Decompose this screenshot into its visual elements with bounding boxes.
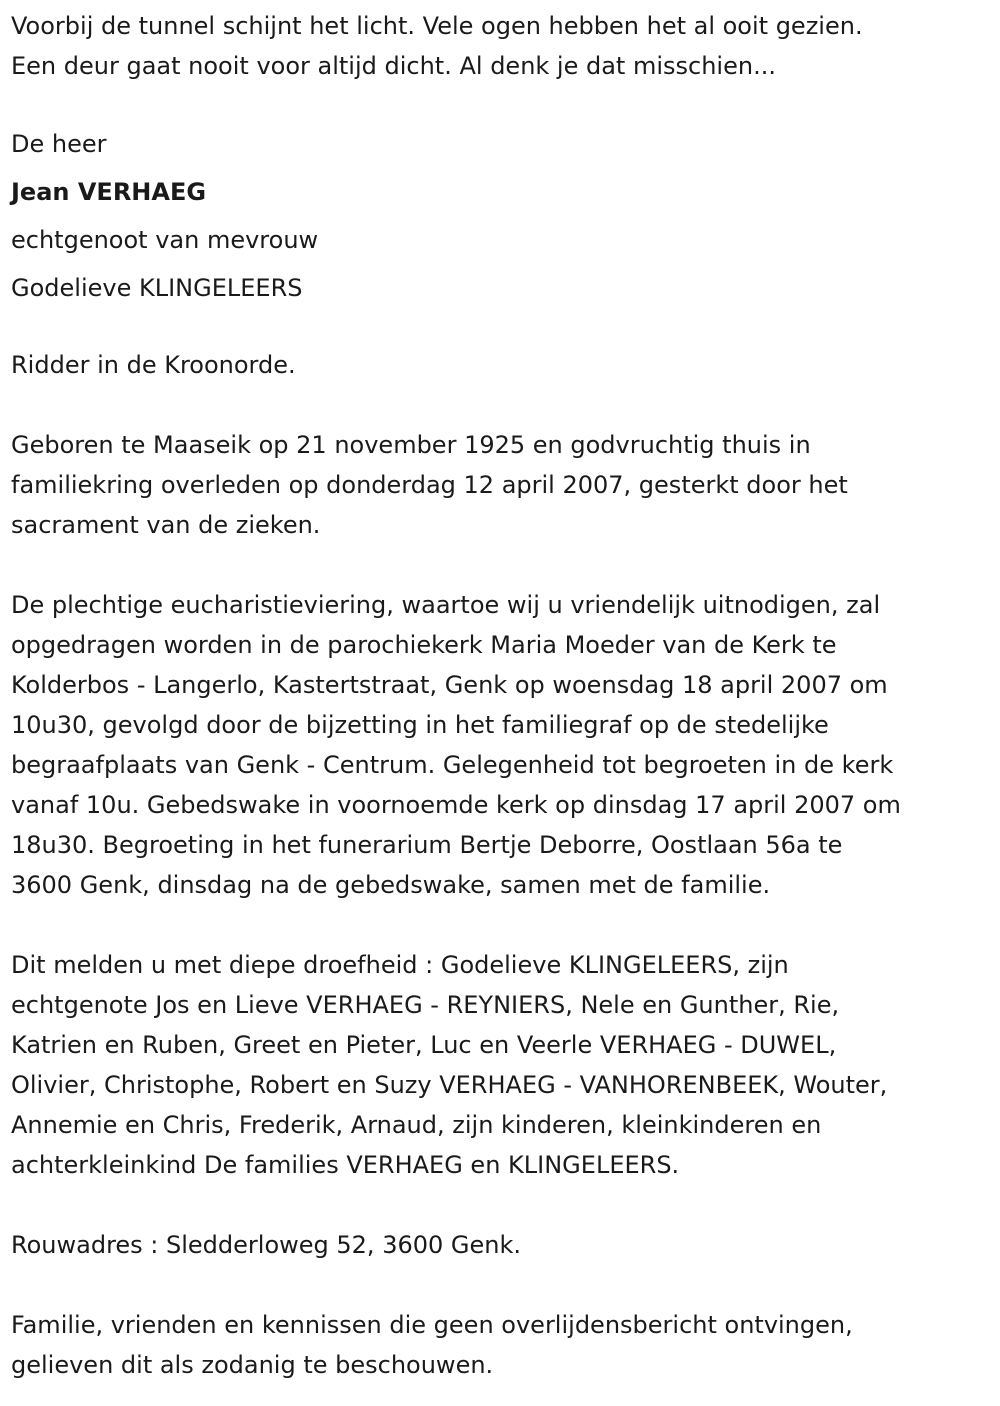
mourning-address: Rouwadres : Sledderloweg 52, 3600 Genk. — [11, 1231, 521, 1259]
spouse-name: Godelieve KLINGELEERS — [11, 274, 303, 302]
relation-text: echtgenoot van mevrouw — [11, 226, 319, 254]
poem-line: Voorbij de tunnel schijnt het licht. Vele ogen hebben het al ooit gezien. — [11, 12, 863, 40]
announcement-paragraph — [11, 945, 990, 1185]
paragraph-line: Annemie en Chris, Frederik, Arnaud, zijn kinderen, kleinkinderen en — [11, 1111, 822, 1139]
paragraph-line: 18u30. Begroeting in het funerarium Bertje Deborre, Oostlaan 56a te — [11, 831, 843, 859]
poem-line: Een deur gaat nooit voor altijd dicht. Al denk je dat misschien... — [11, 52, 776, 80]
paragraph-line: familiekring overleden op donderdag 12 april 2007, gesterkt door het — [11, 471, 848, 499]
paragraph-line: sacrament van de zieken. — [11, 511, 321, 539]
poem-block — [11, 6, 990, 86]
paragraph-line: begraafplaats van Genk - Centrum. Gelegenheid tot begroeten in de kerk — [11, 751, 894, 779]
paragraph-line: Olivier, Christophe, Robert en Suzy VERHAEG - VANHORENBEEK, Wouter, — [11, 1071, 888, 1099]
ceremony-paragraph — [11, 585, 990, 905]
deceased-name: Jean VERHAEG — [11, 178, 207, 206]
salutation: De heer — [11, 130, 107, 158]
closing-paragraph — [11, 1305, 990, 1385]
birth-death-paragraph — [11, 425, 990, 545]
paragraph-line: Dit melden u met diepe droefheid : Godelieve KLINGELEERS, zijn — [11, 951, 789, 979]
paragraph-line: Geboren te Maaseik op 21 november 1925 en godvruchtig thuis in — [11, 431, 811, 459]
paragraph-line: opgedragen worden in de parochiekerk Maria Moeder van de Kerk te — [11, 631, 837, 659]
paragraph-line: Katrien en Ruben, Greet en Pieter, Luc en Veerle VERHAEG - DUWEL, — [11, 1031, 837, 1059]
paragraph-line: gelieven dit als zodanig te beschouwen. — [11, 1351, 494, 1379]
paragraph-line: Familie, vrienden en kennissen die geen overlijdensbericht ontvingen, — [11, 1311, 853, 1339]
deceased-block — [11, 120, 990, 312]
paragraph-line: echtgenote Jos en Lieve VERHAEG - REYNIERS, Nele en Gunther, Rie, — [11, 991, 840, 1019]
paragraph-line: De plechtige eucharistieviering, waartoe wij u vriendelijk uitnodigen, zal — [11, 591, 881, 619]
paragraph-line: 3600 Genk, dinsdag na de gebedswake, samen met de familie. — [11, 871, 771, 899]
paragraph-line: 10u30, gevolgd door de bijzetting in het familiegraf op de stedelijke — [11, 711, 829, 739]
paragraph-line: vanaf 10u. Gebedswake in voornoemde kerk op dinsdag 17 april 2007 om — [11, 791, 901, 819]
honor-text: Ridder in de Kroonorde. — [11, 351, 296, 379]
paragraph-line: Kolderbos - Langerlo, Kastertstraat, Genk op woensdag 18 april 2007 om — [11, 671, 888, 699]
paragraph-line: achterkleinkind De families VERHAEG en KLINGELEERS. — [11, 1151, 680, 1179]
